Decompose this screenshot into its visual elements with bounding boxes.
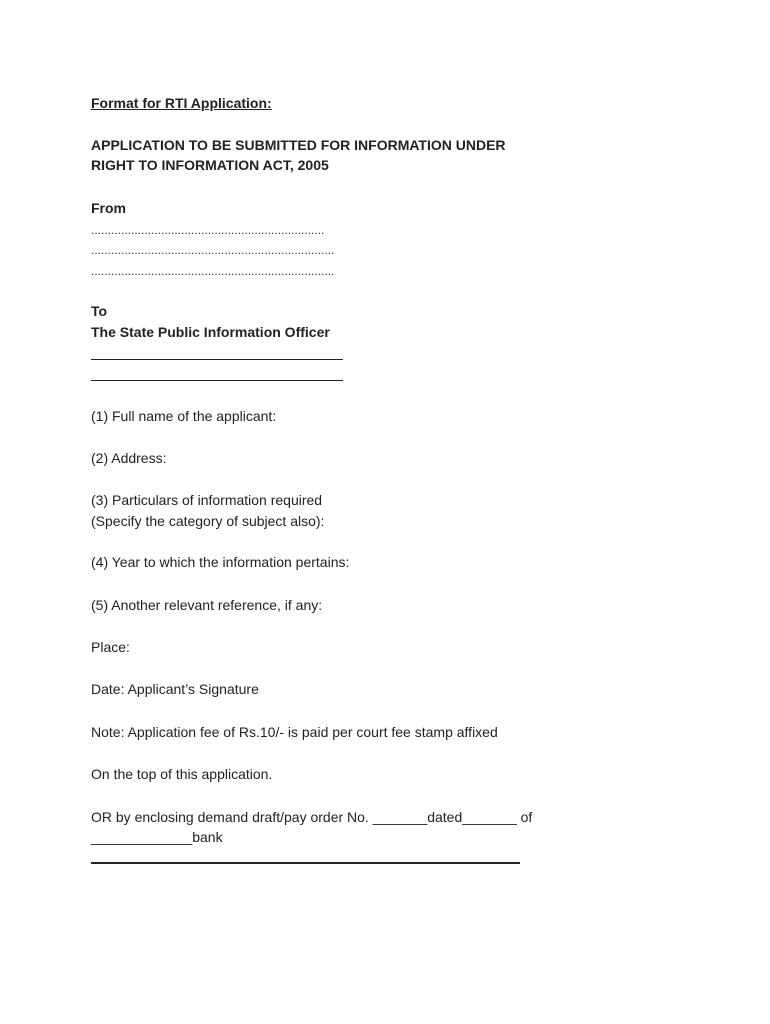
from-dotted-line-1: ......................................................................: [91, 223, 325, 237]
recipient-title: The State Public Information Officer: [91, 324, 330, 340]
title-line-1: APPLICATION TO BE SUBMITTED FOR INFORMATION UNDER: [91, 137, 506, 153]
place-label: Place:: [91, 639, 130, 655]
field-address: (2) Address:: [91, 450, 167, 466]
from-label: From: [91, 200, 126, 216]
field-full-name: (1) Full name of the applicant:: [91, 408, 277, 424]
field-particulars-line-2: (Specify the category of subject also):: [91, 513, 325, 529]
field-year: (4) Year to which the information pertains:: [91, 554, 350, 570]
demand-draft-line-1: OR by enclosing demand draft/pay order No. _______dated_______ of: [91, 809, 533, 825]
document-heading: Format for RTI Application:: [91, 95, 272, 111]
to-label: To: [91, 303, 108, 319]
field-reference: (5) Another relevant reference, if any:: [91, 597, 323, 613]
from-dotted-line-2: .........................................................................: [91, 243, 335, 257]
title-line-2: RIGHT TO INFORMATION ACT, 2005: [91, 157, 329, 173]
date-signature-label: Date: Applicant’s Signature: [91, 681, 259, 697]
from-dotted-line-3: .........................................................................: [91, 264, 335, 278]
closing-rule: [91, 862, 520, 864]
fee-note: Note: Application fee of Rs.10/- is paid per court fee stamp affixed: [91, 724, 498, 740]
recipient-blank-line-2: [91, 380, 343, 381]
demand-draft-line-2: _____________bank: [91, 829, 223, 845]
field-particulars-line-1: (3) Particulars of information required: [91, 492, 323, 508]
recipient-blank-line-1: [91, 359, 343, 360]
on-top-text: On the top of this application.: [91, 766, 273, 782]
